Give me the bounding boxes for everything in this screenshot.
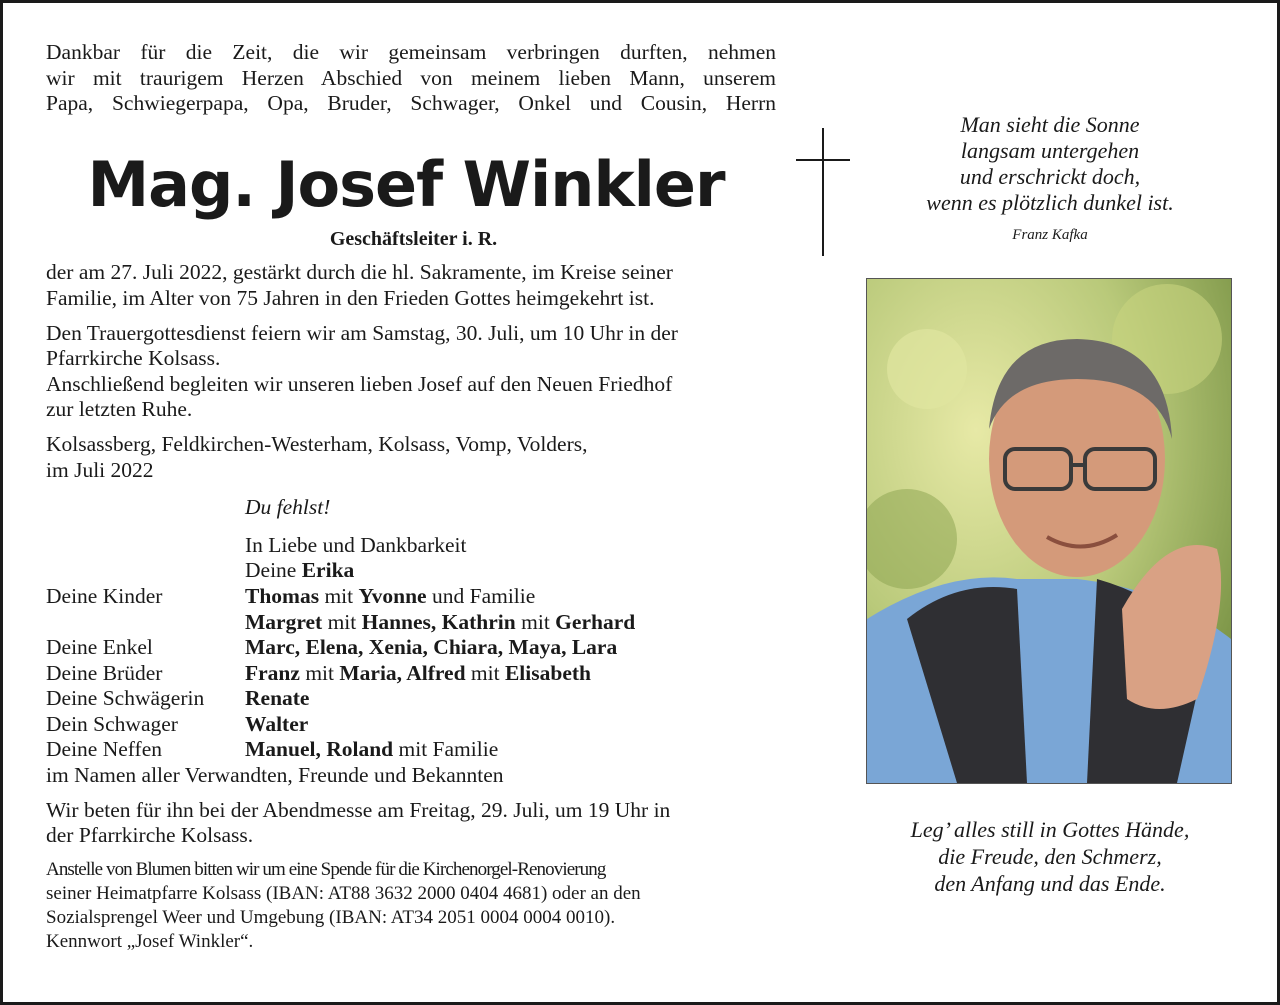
funeral-line: Den Trauergottesdienst feiern wir am Samstag, 30. Juli, um 10 Uhr in der xyxy=(46,320,678,345)
deceased-title: Geschäftsleiter i. R. xyxy=(329,227,498,250)
relative-name: Manuel, Roland xyxy=(245,737,394,762)
relative-name: Gerhard xyxy=(555,609,636,634)
donation-line: Kennwort „Josef Winkler“. xyxy=(46,930,254,952)
relative-name: Yvonne xyxy=(358,583,427,608)
quote-line: den Anfang und das Ende. xyxy=(934,871,1166,896)
intro-line: wir mit traurigem Herzen Abschied von meinem lieben Mann, unserem xyxy=(46,65,776,90)
place-date xyxy=(46,432,776,483)
relatives-names xyxy=(245,610,635,636)
relative-name: Marc, Elena, Xenia, Chiara, Maya, Lara xyxy=(245,635,618,660)
relation-label: Deine Brüder xyxy=(46,660,163,685)
relative-name: Walter xyxy=(245,711,309,736)
closing-line: im Namen aller Verwandten, Freunde und Bekannten xyxy=(46,763,504,788)
relative-name: Thomas xyxy=(245,583,320,608)
relatives-names xyxy=(245,686,635,712)
family-row xyxy=(46,635,635,661)
donation-text xyxy=(46,858,776,954)
funeral-text xyxy=(46,321,776,423)
closing-quote xyxy=(860,816,1240,897)
portrait-photo xyxy=(866,278,1232,784)
quote-line: und erschrickt doch, xyxy=(959,164,1141,189)
deceased-name: Mag. Josef Winkler xyxy=(87,147,725,221)
relatives-names xyxy=(245,635,635,661)
quote-author: Franz Kafka xyxy=(1012,227,1088,243)
relation-label: Deine Schwägerin xyxy=(46,686,205,711)
quote-line: Leg’ alles still in Gottes Hände, xyxy=(910,817,1190,842)
family-row xyxy=(46,712,635,738)
wife-line xyxy=(46,558,776,584)
wife-prefix: Deine xyxy=(245,558,297,583)
family-row xyxy=(46,610,635,636)
relative-name: Margret xyxy=(245,609,323,634)
relatives-names xyxy=(245,712,635,738)
connector-text: mit xyxy=(322,609,362,634)
relative-name: Elisabeth xyxy=(504,660,591,685)
family-row xyxy=(46,584,635,610)
mass-line: Wir beten für ihn bei der Abendmesse am Freitag, 29. Juli, um 19 Uhr in xyxy=(46,797,671,822)
relatives-names xyxy=(245,661,635,687)
connector-text: mit Familie xyxy=(393,737,499,762)
death-line: Familie, im Alter von 75 Jahren in den Frieden Gottes heimgekehrt ist. xyxy=(46,285,655,310)
family-row xyxy=(46,686,635,712)
donation-line: seiner Heimatpfarre Kolsass (IBAN: AT88 3632 2000 0404 4681) oder an den xyxy=(46,882,641,904)
relation-label xyxy=(46,610,245,636)
quote-line: Man sieht die Sonne xyxy=(960,112,1140,137)
relatives-names xyxy=(245,737,635,763)
connector-text: mit xyxy=(515,609,556,634)
donation-line: Anstelle von Blumen bitten wir um eine Spende für die Kirchenorgel-Renovierung xyxy=(46,858,606,880)
relation-label: Deine Neffen xyxy=(46,737,163,762)
family-row xyxy=(46,737,635,763)
relation-label: Deine Kinder xyxy=(46,583,163,608)
wife-name: Erika xyxy=(301,558,355,583)
quote-line: langsam untergehen xyxy=(960,138,1140,163)
intro-line: Dankbar für die Zeit, die wir gemeinsam verbringen durften, nehmen xyxy=(46,40,776,64)
relative-name: Renate xyxy=(245,686,310,711)
connector-text: und Familie xyxy=(426,583,536,608)
relation-label: Dein Schwager xyxy=(46,711,178,736)
quote-line: wenn es plötzlich dunkel ist. xyxy=(926,190,1174,215)
funeral-line: zur letzten Ruhe. xyxy=(46,397,193,422)
death-text xyxy=(46,260,776,311)
evening-mass-text xyxy=(46,798,776,849)
donation-line: Sozialsprengel Weer und Umgebung (IBAN: AT34 2051 0004 0004 0010). xyxy=(46,906,616,928)
left-column xyxy=(46,40,776,954)
quote-line: die Freude, den Schmerz, xyxy=(938,844,1162,869)
cross-icon xyxy=(796,128,850,256)
mass-line: der Pfarrkirche Kolsass. xyxy=(46,823,254,848)
connector-text: mit xyxy=(319,583,359,608)
death-line: der am 27. Juli 2022, gestärkt durch die hl. Sakramente, im Kreise seiner xyxy=(46,260,673,285)
connector-text: mit xyxy=(299,660,340,685)
missing-you-line: Du fehlst! xyxy=(245,495,331,520)
funeral-line: Pfarrkirche Kolsass. xyxy=(46,346,221,371)
intro-text xyxy=(46,40,776,117)
place-line: Kolsassberg, Feldkirchen-Westerham, Kolsass, Vomp, Volders, xyxy=(46,431,588,456)
relatives-names xyxy=(245,584,635,610)
relation-label: Deine Enkel xyxy=(46,635,153,660)
kafka-quote xyxy=(860,112,1240,244)
relative-name: Franz xyxy=(245,660,300,685)
relative-name: Hannes, Kathrin xyxy=(361,609,516,634)
love-line: In Liebe und Dankbarkeit xyxy=(245,532,467,557)
funeral-line: Anschließend begleiten wir unseren lieben Josef auf den Neuen Friedhof xyxy=(46,371,673,396)
date-line: im Juli 2022 xyxy=(46,457,154,482)
family-row xyxy=(46,661,635,687)
relative-name: Maria, Alfred xyxy=(339,660,466,685)
connector-text: mit xyxy=(465,660,505,685)
family-table xyxy=(46,584,635,763)
intro-line: Papa, Schwiegerpapa, Opa, Bruder, Schwager, Onkel und Cousin, Herrn xyxy=(46,91,776,116)
